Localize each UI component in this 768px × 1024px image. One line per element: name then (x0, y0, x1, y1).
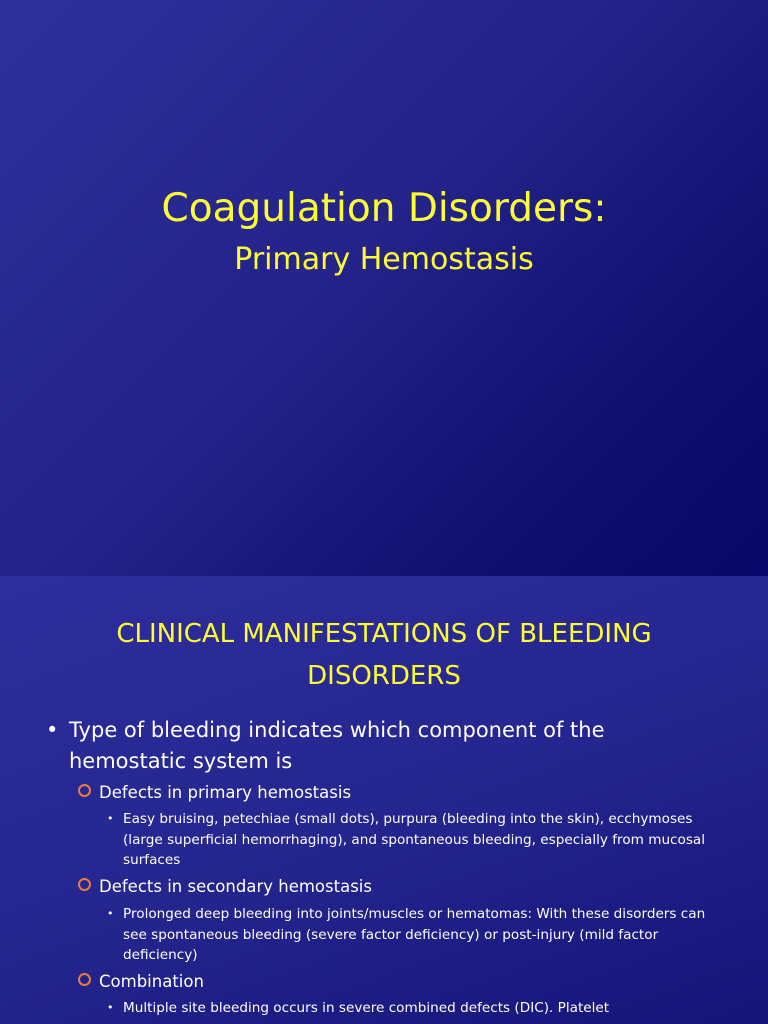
bullet-marker: • (107, 907, 114, 920)
sub-bullet-combination (78, 970, 718, 994)
content-slide-title: CLINICAL MANIFESTATIONS OF BLEEDING DISORDERS (116, 619, 652, 691)
ring-bullet-icon (78, 973, 91, 986)
sub-bullet-heading: Defects in primary hemostasis (99, 783, 352, 802)
detail-bullet-combination (107, 998, 707, 1019)
detail-text: Multiple site bleeding occurs in severe combined defects (DIC). Platelet (123, 1000, 610, 1016)
main-bullet (46, 715, 726, 777)
sub-bullet-primary (78, 781, 718, 805)
sub-bullet-secondary (78, 875, 718, 899)
detail-bullet-primary (107, 809, 707, 871)
ring-bullet-icon (78, 784, 91, 797)
detail-text: Easy bruising, petechiae (small dots), purpura (bleeding into the skin), ecchymoses (large superficial hemorrhaging), and spontaneous bleeding, especially from mucosal surfaces (123, 811, 706, 868)
content-slide (0, 576, 768, 1024)
bullet-marker: • (46, 718, 59, 742)
ring-bullet-icon (78, 878, 91, 891)
slide-title: Coagulation Disorders: (161, 186, 607, 231)
bullet-marker: • (107, 812, 114, 825)
main-bullet-text: Type of bleeding indicates which component of the hemostatic system is (69, 718, 605, 773)
detail-text: Prolonged deep bleeding into joints/muscles or hematomas: With these disorders can see spontaneous bleeding (severe factor deficiency) or post-injury (mild factor deficiency) (123, 906, 706, 963)
sub-bullet-heading: Defects in secondary hemostasis (99, 877, 372, 896)
slide-subtitle: Primary Hemostasis (234, 242, 534, 277)
detail-bullet-secondary (107, 904, 707, 966)
bullet-marker: • (107, 1001, 114, 1014)
sub-bullet-heading: Combination (99, 972, 204, 991)
